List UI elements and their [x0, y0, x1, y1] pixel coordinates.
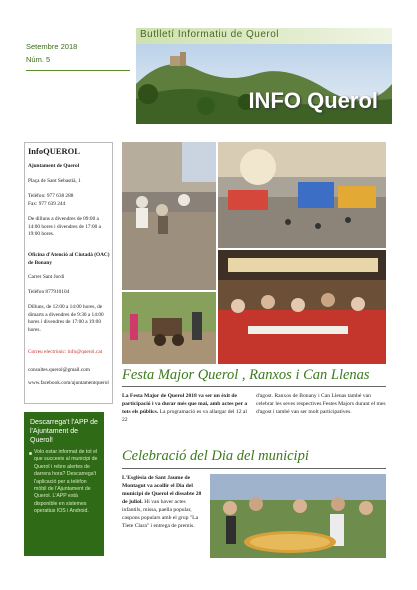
- bullet-icon: [29, 452, 32, 455]
- photo-dinner: [218, 250, 386, 364]
- app-promo-text: Volo estar informat de tot el que succeeix al municipi de Querol i rebre alertes de darrera hora? Descarrega't l'aplicació per a telèfon mòbil de l'Ajuntament de Querol. L'APP està disponible en sistemes operatius IOS i Android.: [34, 449, 98, 515]
- banner-image: [136, 44, 392, 124]
- banner-title: INFO Querol: [248, 88, 378, 113]
- issue-date: Setembre 2018: [26, 42, 78, 51]
- opening-hours: De dilluns a divendres de 09:00 a 14:00 hores i divendres de 17:00 a 19:00 hores.: [28, 216, 101, 237]
- article2-rule: [122, 468, 386, 469]
- oac-hours: Dilluns, de 12:00 a 14:00 hores, de dimarts a divendres de 9:30 a 14:00 hores i divendres de 17:00 a 19:00 hores.: [28, 304, 104, 333]
- bulletin-title: Butlletí Informatiu de Querol: [140, 29, 280, 40]
- photo-horse-cart: [122, 292, 216, 364]
- email-info[interactable]: Correu electrònic: info@querol.cat: [28, 349, 103, 355]
- article1-col1: [122, 392, 250, 424]
- article1-rule: [122, 386, 386, 387]
- article2-rest: Hi van haver actes infantils, missa, paella popular, caspons populars amb el grup "La Tiete Clara" i entrega de premis.: [122, 499, 199, 529]
- photo-inflatables: [218, 142, 386, 248]
- issue-number: Núm. 5: [26, 55, 51, 64]
- address: Plaça de Sant Sebastià, 1: [28, 178, 81, 184]
- meta-divider: [26, 70, 130, 71]
- article2-text: [122, 474, 206, 530]
- oac-title: Oficina d'Atenció al Ciutadà (OAC) de Bonany: [28, 252, 110, 266]
- article2-lead: L'Esglèsia de Sant Jaume de Montagut va acollir el Dia del municipi de Querol el dissabte 28 de juliol.: [122, 475, 202, 505]
- article1-headline: Festa Major Querol , Ranxos i Can Llenas: [122, 367, 370, 383]
- phone: Telèfon: 977 638 288: [28, 193, 74, 199]
- article1-lead: La Festa Major de Querol 2018 va ser un èxit de participació i va durar més que mai, amb actes per a tots els públics.: [122, 393, 248, 415]
- oac-street: Carrer Sant Jordi: [28, 274, 65, 280]
- app-promo-title: Descarrega't l'APP de l'Ajuntament de Querol!: [30, 419, 98, 444]
- fax: Fax: 977 639 244: [28, 201, 66, 207]
- article1-col2: d'agost. Ranxos de Bonany i Can Llenas també van celebrar les seves respectives Festes Majors durant el mes d'agost i també van ser molt participatives.: [256, 393, 386, 415]
- photo-street-party: [122, 142, 216, 290]
- email-consultes[interactable]: consultes.querol@gmail.com: [28, 367, 90, 373]
- oac-phone: Telèfon 877910104: [28, 289, 70, 295]
- town-hall-name: Ajuntament de Querol: [28, 163, 80, 169]
- article1-col1-rest: La programació es va allargar del 12 al 22: [122, 409, 247, 423]
- facebook-link[interactable]: www.facebook.com/ajuntamentquerol: [28, 380, 109, 386]
- sidebar-title: InfoQUEROL: [28, 146, 80, 156]
- article2-headline: Celebració del Dia del municipi: [122, 448, 309, 464]
- photo-paella: [210, 474, 386, 558]
